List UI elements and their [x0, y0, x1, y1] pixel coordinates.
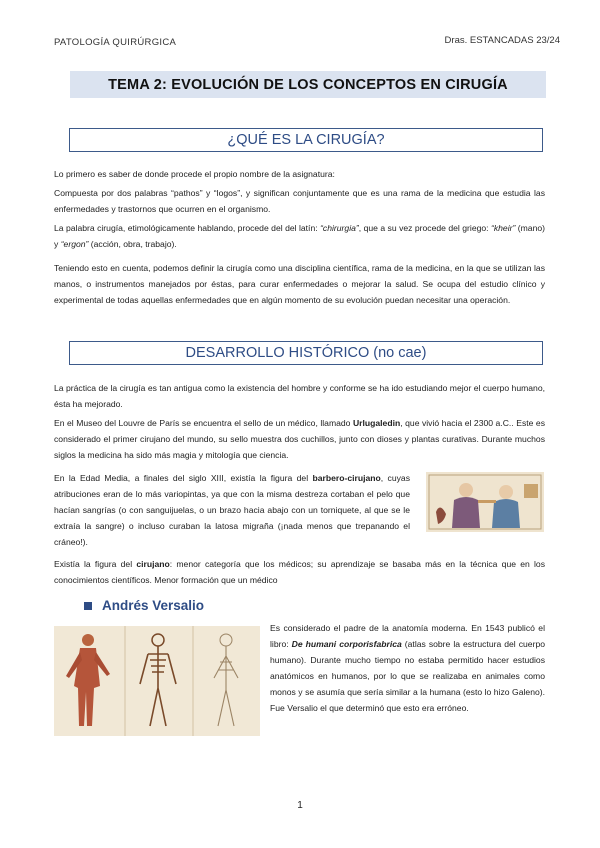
subsection-title: Andrés Versalio: [102, 598, 205, 613]
paragraph: [54, 470, 410, 550]
page-number: 1: [297, 800, 303, 811]
greek-term: “kheir”: [490, 223, 516, 233]
term-bold: barbero-cirujano: [312, 473, 381, 483]
section-heading-box: [69, 341, 543, 365]
book-title: De humani corporisfabrica: [291, 639, 402, 649]
page-title-bar: [70, 71, 546, 98]
latin-term: “chirurgia”: [320, 223, 359, 233]
text-run: Existía la figura del: [54, 559, 137, 569]
text-run: , que a su vez procede del griego:: [358, 223, 491, 233]
section-heading-box: [69, 128, 543, 152]
header-authors: Dras. ESTANCADAS 23/24: [444, 35, 560, 46]
text-run: Es considerado el padre de la anatomía moderna. En 1543 publicó el libro:: [270, 623, 545, 649]
text-run: (atlas sobre la estructura del cuerpo humano). Durante mucho tiempo no estaba permitido hacer estudios anatómicos en humanos, por lo que se realizaba en animales como monos y se asumía que sería similar a la humana (esto lo hizo Galeno). Fue Versalio el que determinó que esto era erróneo.: [270, 639, 546, 713]
paragraph: [54, 415, 545, 463]
text-run: En la Edad Media, a finales del siglo XIII, existía la figura del: [54, 473, 313, 483]
text-run: (mano) y: [54, 223, 545, 249]
paragraph: [270, 620, 545, 716]
section-heading-desarrollo: DESARROLLO HISTÓRICO (no cae): [185, 345, 427, 361]
paragraph: [54, 556, 545, 588]
header-subject: PATOLOGÍA QUIRÚRGICA: [54, 37, 177, 48]
page-title: TEMA 2: EVOLUCIÓN DE LOS CONCEPTOS EN CIRUGÍA: [108, 76, 508, 93]
paragraph: [54, 220, 545, 252]
anatomy-plates-illustration: [54, 626, 260, 736]
paragraph: Compuesta por dos palabras “pathos” y “logos”, y significan conjuntamente que es una rama de la medicina que estudia las enfermedades y trastornos que ocurren en el organismo.: [54, 188, 545, 214]
text-run: En el Museo del Louvre de París se encuentra el sello de un médico, llamado: [54, 418, 353, 428]
paragraph: Lo primero es saber de donde procede el propio nombre de la asignatura:: [54, 169, 335, 179]
text-run: , que vivió hacia el 2300 a.C.. Este es considerado el primer cirujano del mundo, su sello muestra dos cuchillos, junto con dioses y plantas curativas. Durante muchos siglos la medicina ha sido más magia y mitología que ciencia.: [54, 418, 545, 460]
paragraph: Teniendo esto en cuenta, podemos definir la cirugía como una disciplina científica, rama de la medicina, en la que se utilizan las manos, o instrumentos manejados por éstas, para curar enfermedades o mejorar la salud. Se ocupa del estudio clínico y experimental de todas aquellas enfermedades que en algún momento de su evolución puedan necesitar una operación.: [54, 263, 545, 305]
text-run: (acción, obra, trabajo).: [88, 239, 177, 249]
text-run: La palabra cirugía, etimológicamente hablando, procede del del latín:: [54, 223, 321, 233]
name-bold: Urlugaledin: [352, 418, 401, 428]
subsection-heading: [84, 598, 204, 613]
section-heading-que-es: ¿QUÉ ES LA CIRUGÍA?: [227, 132, 385, 148]
paragraph: La práctica de la cirugía es tan antigua como la existencia del hombre y conforme se ha ido estudiando mejor el cuerpo humano, ésta ha mejorado.: [54, 383, 545, 409]
term-bold: cirujano: [136, 559, 170, 569]
greek-term: “ergon”: [60, 239, 89, 249]
barber-surgeon-illustration: [426, 472, 544, 532]
text-run: , cuyas atribuciones eran de lo más variopintas, ya que con la misma destreza cortaban el pelo que hacían sangrías (o con sanguijuelas, o un brazo hacia abajo con un torniquete, al que se le extraía la sangre) o incluso curaban la latosa migraña (¡nada menos que trepanando el cráneo!).: [54, 473, 410, 547]
text-run: : menor categoría que los médicos; su aprendizaje se basaba más en la técnica que en los conocimientos científicos. Menor formación que un médico: [54, 559, 545, 585]
square-bullet-icon: [84, 602, 92, 610]
